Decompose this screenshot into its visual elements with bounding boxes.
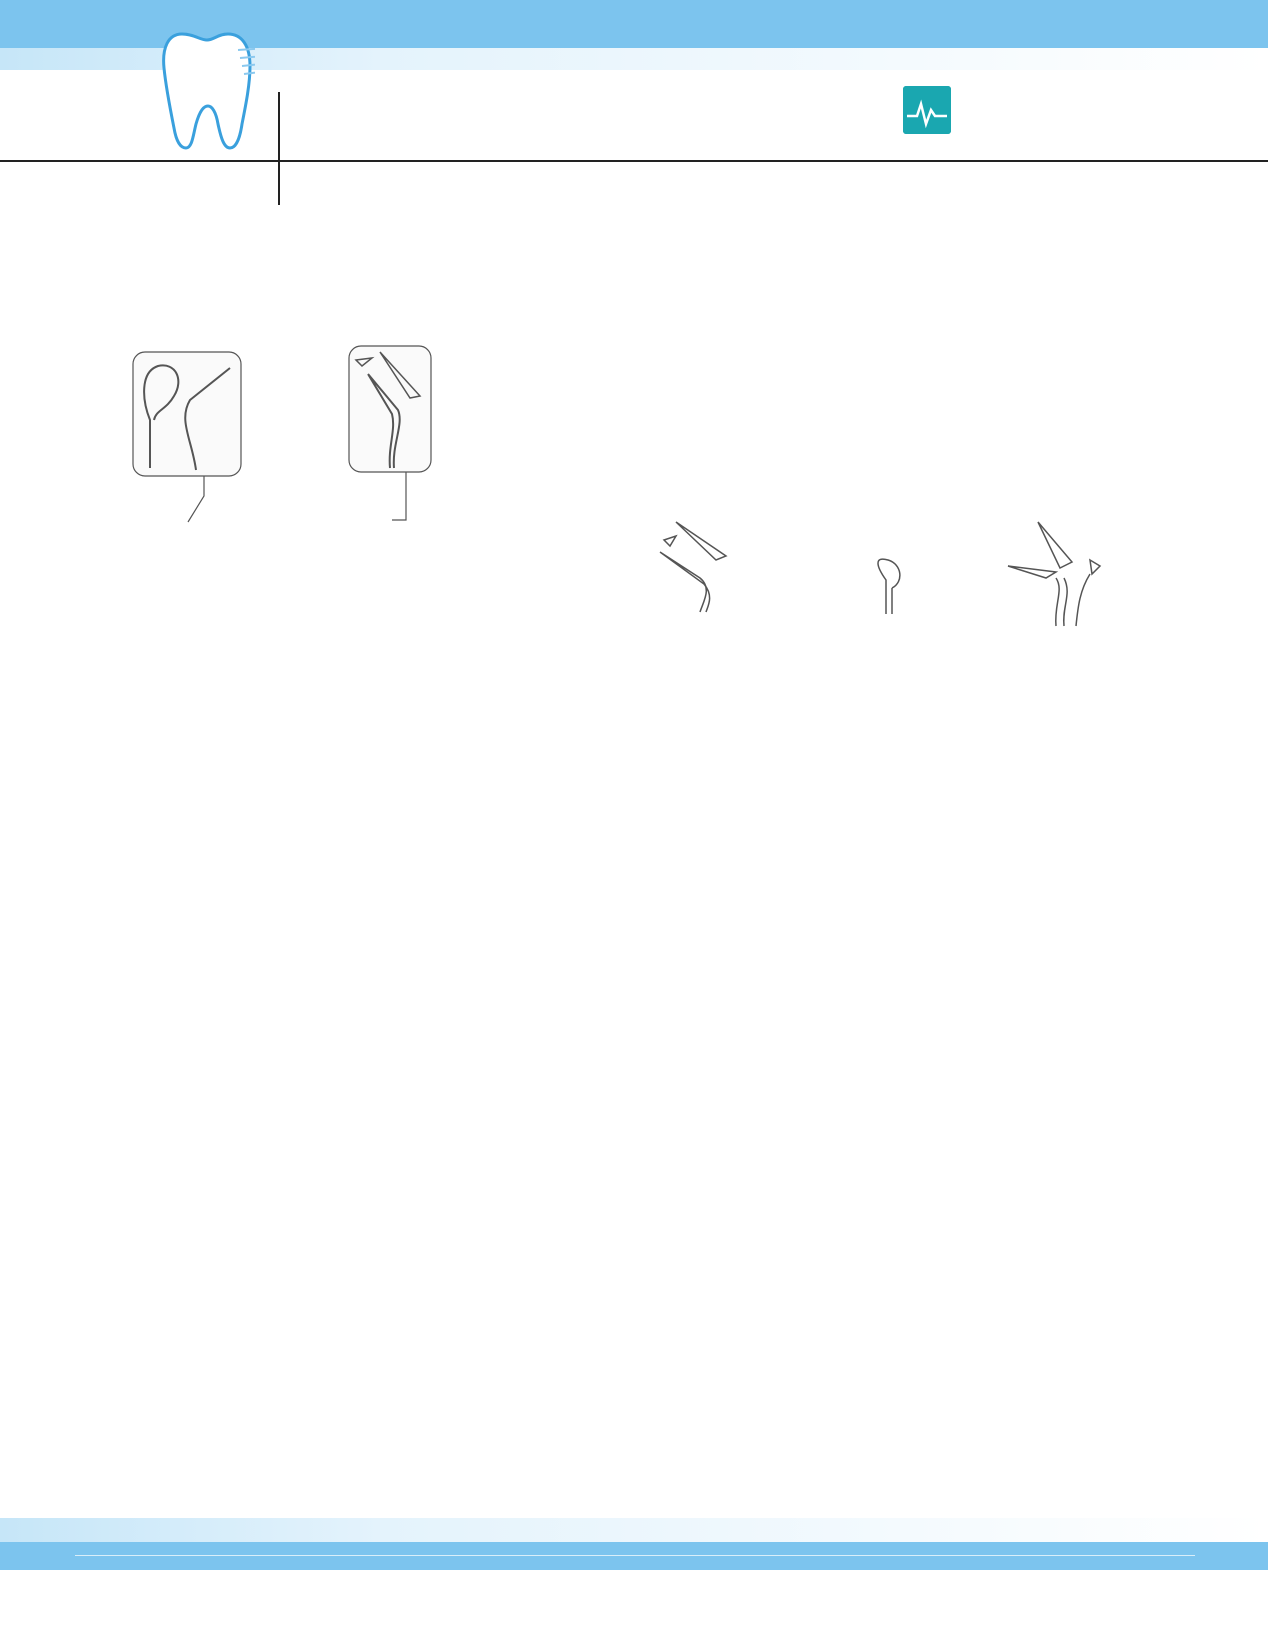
- bottom-rule: [75, 1555, 1195, 1556]
- detail-figures-1525: [878, 559, 900, 614]
- detail-figures-1524: [660, 522, 726, 612]
- detail-inset-1522: [349, 346, 431, 520]
- detail-inset-1521: [133, 352, 241, 522]
- bottom-ring-pattern: [330, 1520, 1268, 1542]
- bottom-color-band: [0, 1542, 1268, 1570]
- detail-figures-1526: [1008, 522, 1100, 626]
